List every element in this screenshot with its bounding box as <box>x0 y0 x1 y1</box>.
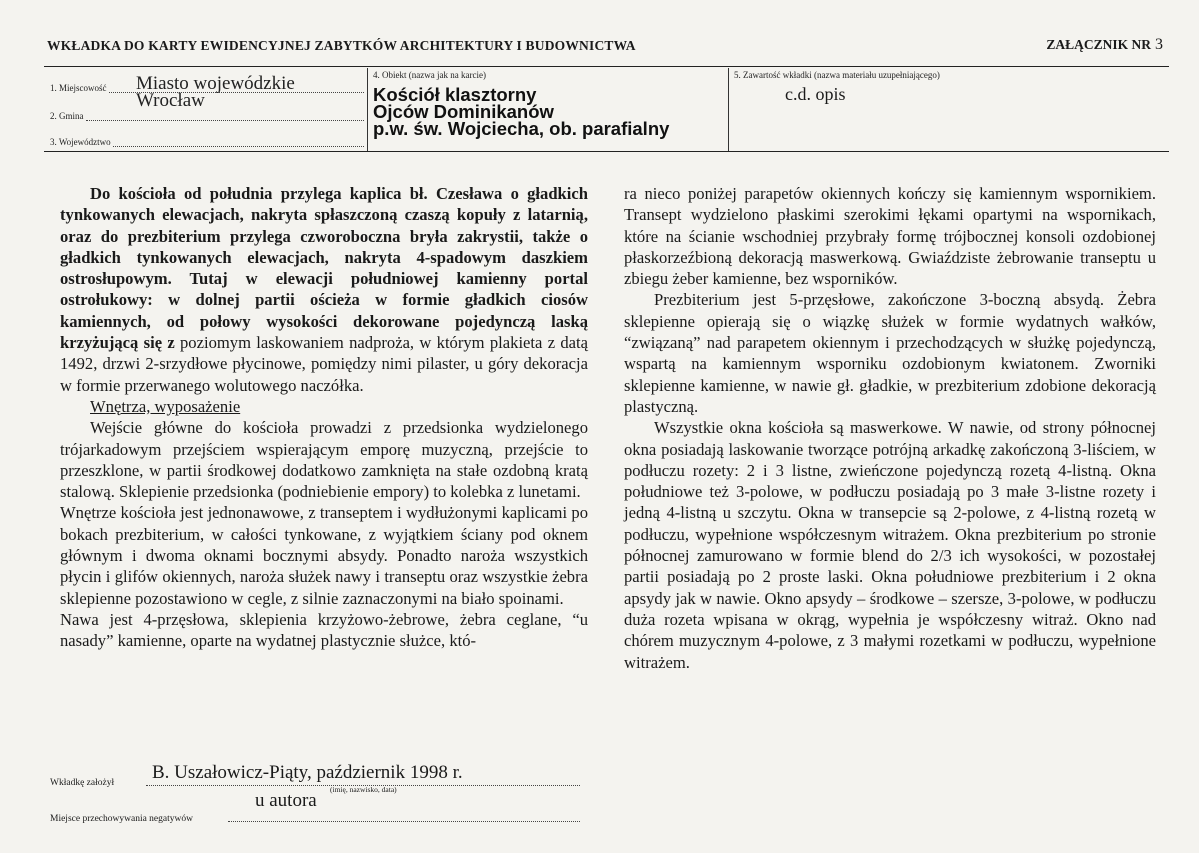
object-line: p.w. św. Wojciecha, ob. parafialny <box>373 118 670 139</box>
locality-value: Miasto wojewódzkie <box>136 73 295 94</box>
paragraph: Prezbiterium jest 5-przęsłowe, zakończone 3-boczną absydą. Żebra sklepienne opierają się o wiązkę służek w formie wydatnych wałków, “związaną” nad parapetem okiennym i przechodzących w służkę pojedynczą, wspartą na kamiennym wsporniku ozdobionym kwiatonem. Zworniki sklepienne kamienne, w nawie gł. gładkie, w prezbiterium zdobione dekoracją plastyczną. <box>624 290 1156 416</box>
object-label: 4. Obiekt (nazwa jak na karcie) <box>373 70 486 80</box>
paragraph-text: poziomym laskowaniem nadproża, w którym plakieta z datą 1492, drzwi 2-srzydłowe płycinowe, pomiędzy nimi pilaster, u góry dekoracja w formie przerwanego wolutowego naczółka. <box>60 333 588 395</box>
form-header-title: WKŁADKA DO KARTY EWIDENCYJNEJ ZABYTKÓW ARCHITEKTURY I BUDOWNICTWA <box>47 38 636 53</box>
founded-by-field <box>50 762 580 794</box>
voivodeship-field <box>50 136 364 147</box>
commune-field <box>50 110 364 121</box>
paragraph: Wszystkie okna kościoła są maswerkowe. W nawie, od strony północnej okna posiadają laskowanie tworzące potrójną arkadkę zakończoną 3-liściem, w podłuczu rozety: 2 i 3 listne, zwieńczone pojedynczą rozetą 4-listną. Okna południowe też 3-polowe, w podłuczu posiadają po 3 małe 3-listne rozety i jedną 4-listną u szczytu. Okna w transepcie są 2-polowe, z 4-listną rozetą w podłuczu, wypełnione współczesnym witrażem. Okna prezbiterium po stronie północnej zamurowano w formie blend do 2/3 ich wysokości, w pozostałej partii posiadają po 2 proste laski. Okna południowe prezbiterium i 2 okna apsydy jak w nawie. Okno apsydy – środkowe – szersze, 3-polowe, w podłuczu duża rozeta wpisana w okrąg, wypełnia je współczesny witraż. Okno nad chórem muzycznym 4-polowe, z 3 małymi rozetkami w podłuczu, wypełnione witrażem. <box>624 418 1156 672</box>
founded-value: B. Uszałowicz-Piąty, październik 1998 r. <box>152 762 463 783</box>
commune-value: Wrocław <box>136 90 205 111</box>
paragraph: Nawa jest 4-przęsłowa, sklepienia krzyżowo-żebrowe, żebra ceglane, “u nasady” kamienne, oparte na wydatnej plastycznie służce, któ- <box>60 609 588 651</box>
contents-box <box>728 68 1169 151</box>
paragraph: ra nieco poniżej parapetów okiennych kończy się kamiennym wspornikiem. Transept wydzielono płaskimi szerokimi łękami opartymi na wspornikach, które na ścianie wschodniej przybrały formę trójbocznej konsoli ozdobionej płaskorzeźbioną dekoracją maswerkową. Gwiaździste żebrowanie transeptu u zbiegu żeber kamienne, bez wsporników. <box>624 184 1156 289</box>
header-rule-bottom <box>44 151 1169 152</box>
commune-label: 2. Gmina <box>50 111 84 121</box>
attachment-label: ZAŁĄCZNIK NR <box>1046 37 1151 52</box>
section-heading: Wnętrza, wyposażenie <box>90 396 241 416</box>
negatives-field <box>50 808 580 824</box>
voivodeship-label: 3. Województwo <box>50 137 111 147</box>
paragraph-bold-text: Do kościoła od południa przylega kaplica bł. Czesława o gładkich tynkowanych elewacjach, nakryta spłaszczoną czaszą kopuły z latarnią, oraz do prezbiterium przylega czworoboczna bryła zakrystii, także o gładkich tynkowanych elewacjach, nakryta 4-spadowym daszkiem ostrosłupowym. Tutaj w elewacji południowej kamienny portal ostrołukowy: w dolnej partii ościeża w formie gładkich ciosów kamiennych, od połowy wysokości dekorowane pojedynczą laską krzyżującą się z <box>60 184 588 353</box>
founded-label: Wkładkę założył <box>50 778 115 788</box>
object-name-box <box>367 68 728 151</box>
paragraph: Wejście główne do kościoła prowadzi z przedsionka wydzielonego trójarkadowym przejściem wspierającym emporę muzyczną, przejście to przeszklone, w partii środkowej dodatkowo zamknięta na stałe ozdobną kratą stalową. Sklepienie przedsionka (podniebienie empory) to kolebka z lunetami. <box>60 418 588 502</box>
negatives-label: Miejsce przechowywania negatywów <box>50 814 193 824</box>
attachment-number <box>1046 36 1163 54</box>
object-line: Kościół klasztorny <box>373 84 537 105</box>
header-rule-top <box>44 66 1169 67</box>
founded-sublabel: (imię, nazwisko, data) <box>330 785 397 794</box>
text-column-left <box>60 183 588 652</box>
attachment-value: 3 <box>1155 36 1163 53</box>
text-column-right <box>624 183 1156 673</box>
locality-label: 1. Miejscowość <box>50 83 107 93</box>
paragraph <box>60 183 588 396</box>
object-name <box>373 86 669 137</box>
contents-label: 5. Zawartość wkładki (nazwa materiału uzupełniającego) <box>734 70 940 80</box>
object-line: Ojców Dominikanów <box>373 101 554 122</box>
contents-value: c.d. opis <box>785 84 846 104</box>
location-fields-box <box>44 68 366 151</box>
negatives-value: u autora <box>255 790 317 811</box>
paragraph: Wnętrze kościoła jest jednonawowe, z transeptem i wydłużonymi kaplicami po bokach prezbiterium, w całości tynkowane, z wyjątkiem ściany pod oknem głównym i dwoma oknami bocznymi absydy. Ponadto naroża wszystkich płycin i glifów okiennych, naroża służek nawy i transeptu oraz wszystkie żebra sklepienne pozostawiono w cegle, z silnie zaznaczonymi na biało spoinami. <box>60 503 588 608</box>
